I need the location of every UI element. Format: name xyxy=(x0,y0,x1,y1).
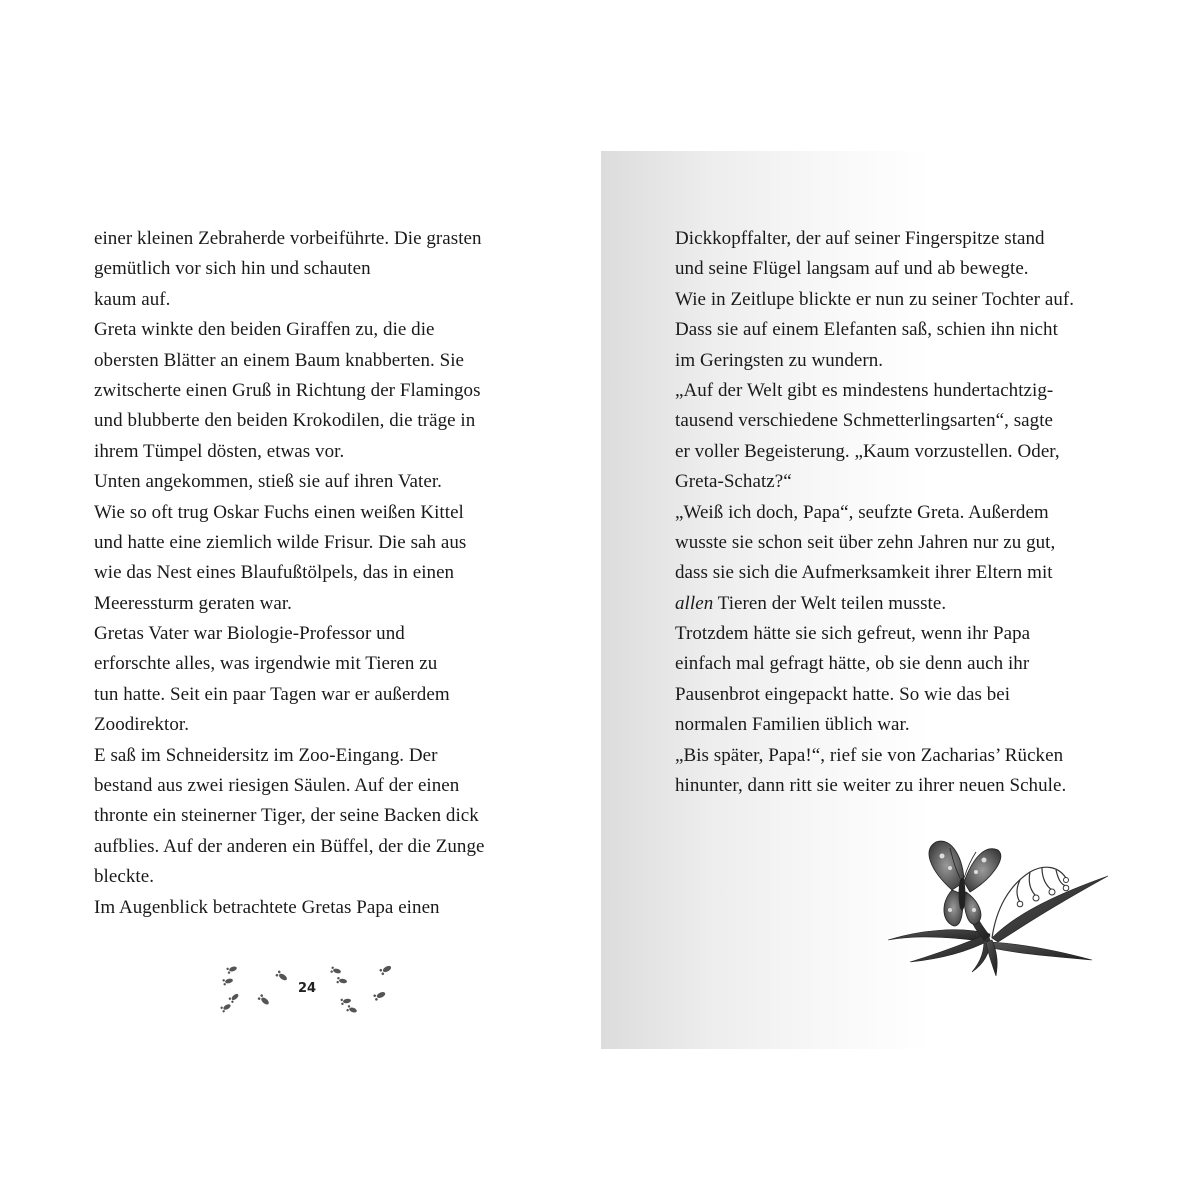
text-line: „Weiß ich doch, Papa“, seufzte Greta. Außerdem xyxy=(675,501,1049,523)
text-line: Pausenbrot eingepackt hatte. So wie das bei xyxy=(675,683,1011,705)
right-page-text xyxy=(675,224,1074,801)
text-line: thronte ein steinerner Tiger, der seine Backen dick xyxy=(94,805,479,827)
text-line: obersten Blätter an einem Baum knabberten. Sie xyxy=(94,349,465,371)
text-line: gemütlich vor sich hin und schauten xyxy=(94,258,371,280)
text-line: dass sie sich die Aufmerksamkeit ihrer Eltern mit xyxy=(675,562,1053,584)
text-line: Dickkopffalter, der auf seiner Fingerspitze stand xyxy=(675,228,1045,249)
text-line: Wie in Zeitlupe blickte er nun zu seiner Tochter auf. xyxy=(675,288,1075,310)
text-line: hinunter, dann ritt sie weiter zu ihrer neuen Schule. xyxy=(675,775,1067,797)
text-line: Zoodirektor. xyxy=(94,714,190,736)
text-line: und blubberte den beiden Krokodilen, die träge in xyxy=(94,410,476,432)
text-line: Greta-Schatz?“ xyxy=(675,471,792,493)
page-number: 24 xyxy=(298,981,317,996)
text-line: kaum auf. xyxy=(94,288,171,310)
text-line: E saß im Schneidersitz im Zoo-Eingang. Der xyxy=(94,744,438,766)
text-line: wusste sie schon seit über zehn Jahren nur zu gut, xyxy=(675,531,1056,553)
text-line: wie das Nest eines Blaufußtölpels, das in einen xyxy=(94,562,455,584)
text-line: und hatte eine ziemlich wilde Frisur. Die sah aus xyxy=(94,531,467,553)
text-line: Greta winkte den beiden Giraffen zu, die die xyxy=(94,319,435,341)
text-line: „Bis später, Papa!“, rief sie von Zacharias’ Rücken xyxy=(675,744,1064,766)
text-line: ihrem Tümpel dösten, etwas vor. xyxy=(94,440,345,462)
text-line: tun hatte. Seit ein paar Tagen war er außerdem xyxy=(94,683,450,705)
text-line: tausend verschiedene Schmetterlingsarten“, sagte xyxy=(675,410,1054,432)
text-line: Dass sie auf einem Elefanten saß, schien ihn nicht xyxy=(675,319,1058,341)
text-line: „Auf der Welt gibt es mindestens hundertachtzig- xyxy=(675,379,1054,401)
text-line: zwitscherte einen Gruß in Richtung der Flamingos xyxy=(94,379,481,401)
text-line: Im Augenblick betrachtete Gretas Papa einen xyxy=(94,896,440,918)
text-line-italic xyxy=(675,589,1074,619)
italic-emphasis: allen xyxy=(675,592,714,614)
text-line: normalen Familien üblich war. xyxy=(675,714,910,736)
text-line: einfach mal gefragt hätte, ob sie denn auch ihr xyxy=(675,653,1030,675)
left-page-text xyxy=(94,224,485,923)
text-line: einer kleinen Zebraherde vorbeiführte. Die grasten xyxy=(94,228,482,249)
text-line: Unten angekommen, stieß sie auf ihren Vater. xyxy=(94,471,442,493)
text-line: er voller Begeisterung. „Kaum vorzustellen. Oder, xyxy=(675,440,1060,462)
text-line: Gretas Vater war Biologie-Professor und xyxy=(94,623,405,645)
text-line: aufblies. Auf der anderen ein Büffel, der die Zunge xyxy=(94,835,485,857)
text-line: im Geringsten zu wundern. xyxy=(675,349,884,371)
text-line: erforschte alles, was irgendwie mit Tieren zu xyxy=(94,653,438,675)
butterfly-on-plant-icon xyxy=(880,830,1120,980)
text-line: bleckte. xyxy=(94,866,155,888)
text-line: bestand aus zwei riesigen Säulen. Auf der einen xyxy=(94,775,460,797)
text-line: und seine Flügel langsam auf und ab bewegte. xyxy=(675,258,1029,280)
text-line: Wie so oft trug Oskar Fuchs einen weißen Kittel xyxy=(94,501,464,523)
text-line: Trotzdem hätte sie sich gefreut, wenn ihr Papa xyxy=(675,623,1031,645)
text-line: Meeressturm geraten war. xyxy=(94,592,292,614)
italic-line-rest: Tieren der Welt teilen musste. xyxy=(713,592,947,614)
